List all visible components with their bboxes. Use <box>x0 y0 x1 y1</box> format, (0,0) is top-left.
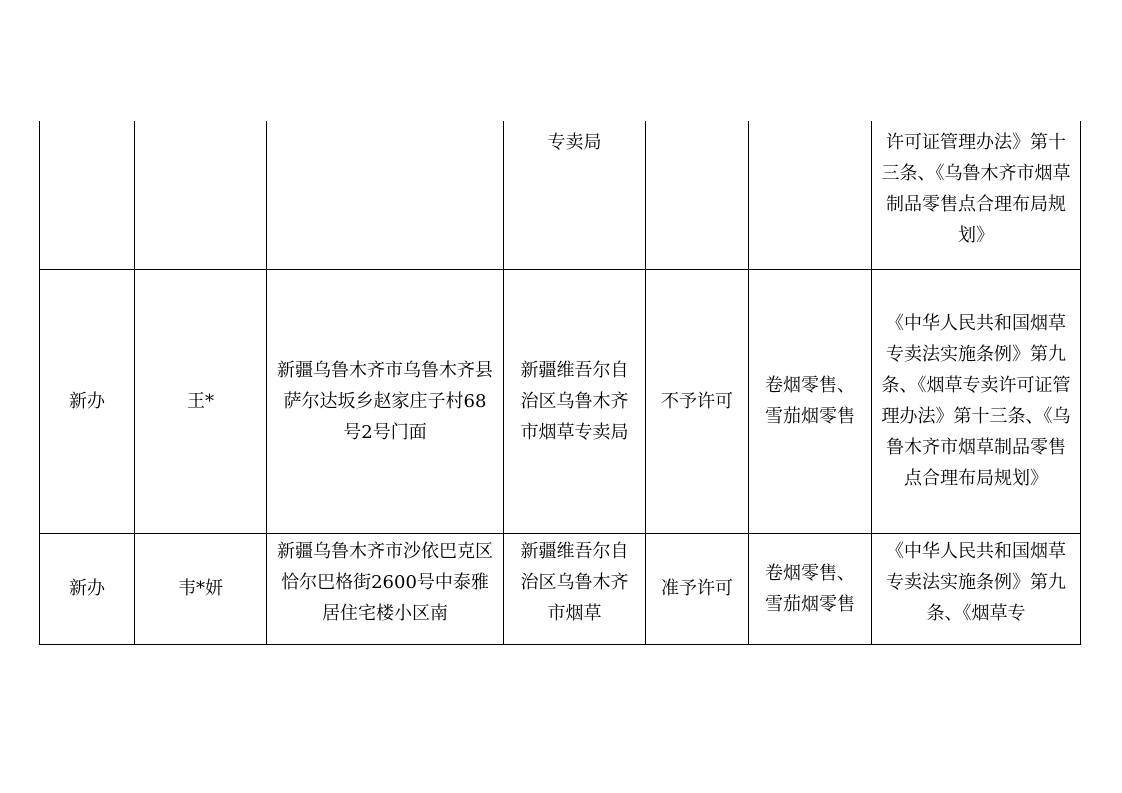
cell-address <box>267 533 504 644</box>
cell-address <box>267 121 504 269</box>
cell-basis-text: 《中华人民共和国烟草专卖法实施条例》第九条、《烟草专 <box>886 540 1066 624</box>
cell-name: 王* <box>135 269 267 533</box>
cell-authority-text: 新疆维吾尔自治区乌鲁木齐市烟草 <box>520 540 629 624</box>
table-row <box>40 269 1081 533</box>
cell-address: 新疆乌鲁木齐市乌鲁木齐县萨尔达坂乡赵家庄子村68号2号门面 <box>267 269 504 533</box>
cell-authority: 新疆维吾尔自治区乌鲁木齐市烟草专卖局 <box>504 269 646 533</box>
cell-type: 新办 <box>40 269 135 533</box>
cell-name: 韦*妍 <box>135 533 267 644</box>
cell-authority <box>504 533 646 644</box>
cell-scope <box>749 121 872 269</box>
cell-type: 新办 <box>40 533 135 644</box>
cell-type <box>40 121 135 269</box>
table-row <box>40 533 1081 644</box>
cell-scope: 卷烟零售、雪茄烟零售 <box>749 533 872 644</box>
cell-basis <box>872 533 1081 644</box>
cell-name <box>135 121 267 269</box>
cell-decision: 准予许可 <box>646 533 749 644</box>
cell-address-text: 新疆乌鲁木齐市沙依巴克区恰尔巴格街2600号中泰雅居住宅楼小区南 <box>277 540 493 624</box>
cell-basis: 《中华人民共和国烟草专卖法实施条例》第九条、《烟草专卖许可证管理办法》第十三条、《乌鲁木齐市烟草制品零售点合理布局规划》 <box>872 269 1081 533</box>
cell-scope: 卷烟零售、雪茄烟零售 <box>749 269 872 533</box>
cell-decision: 不予许可 <box>646 269 749 533</box>
license-table <box>39 121 1081 645</box>
cell-authority: 专卖局 <box>504 121 646 269</box>
table-row <box>40 121 1081 269</box>
cell-basis: 许可证管理办法》第十三条、《乌鲁木齐市烟草制品零售点合理布局规划》 <box>872 121 1081 269</box>
cell-decision <box>646 121 749 269</box>
